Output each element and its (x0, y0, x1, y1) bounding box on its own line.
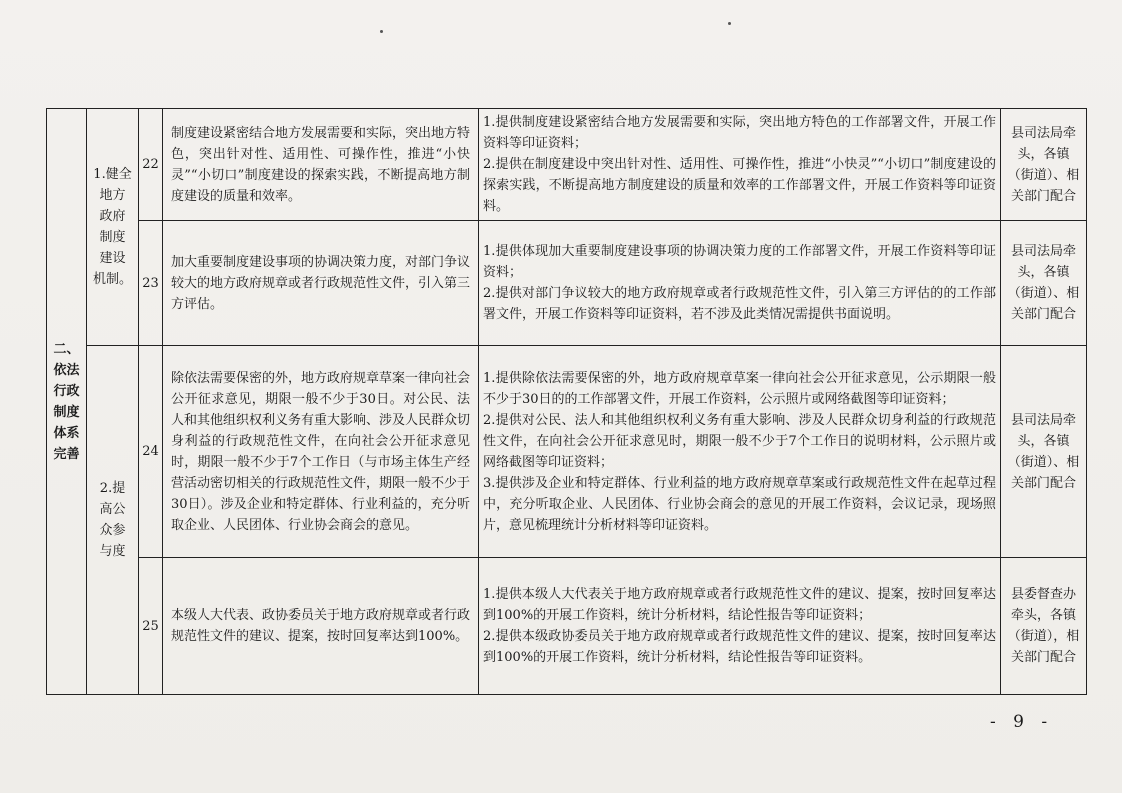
standard-text: 本级人大代表、政协委员关于地方政府规章或者行政规范性文件的建议、提案，按时回复率达到100%。 (171, 608, 471, 644)
scan-speck (728, 22, 731, 25)
standard-cell (163, 221, 479, 346)
responsible-text: 县司法局牵头，各镇（街道）、相关部门配合 (1007, 125, 1080, 204)
requirements-cell (479, 346, 1001, 558)
table-row (47, 558, 1087, 695)
item-number: 25 (139, 558, 163, 695)
item-number: 22 (139, 109, 163, 221)
standard-cell (163, 109, 479, 221)
page-number: - 9 - (990, 712, 1054, 732)
responsible-text: 县委督查办牵头，各镇（街道），相关部门配合 (1007, 587, 1080, 665)
requirements-cell (479, 221, 1001, 346)
standard-text: 制度建设紧密结合地方发展需要和实际，突出地方特色，突出针对性、适用性、可操作性，推进“小快灵”“小切口”制度建设的探索实践，不断提高地方制度建设的质量和效率。 (171, 125, 471, 204)
subcategory-label: 1.健全 地方 政府 制度 建设 机制。 (93, 167, 133, 287)
responsible-cell (1001, 109, 1087, 221)
standard-text: 除依法需要保密的外，地方政府规章草案一律向社会公开征求意见，期限一般不少于30日。对公民、法人和其他组织权利义务有重大影响、涉及人民群众切身利益的行政规范性文件，在向社会公开征求意见时，期限一般不少于7个工作日（与市场主体生产经营活动密切相关的行政规范性文件，期限一般不少于30日）。涉及企业和特定群体、行业利益的，充分听取企业、人民团体、行业协会商会的意见。 (171, 370, 471, 533)
table-row (47, 221, 1087, 346)
responsible-cell (1001, 346, 1087, 558)
responsible-text: 县司法局牵头，各镇（街道）、相关部门配合 (1007, 244, 1080, 322)
category-cell (47, 109, 87, 695)
category-label: 二、 依法 行政 制度 体系 完善 (53, 341, 80, 462)
item-number: 24 (139, 346, 163, 558)
responsible-cell (1001, 558, 1087, 695)
scan-speck (380, 30, 383, 33)
table-row (47, 346, 1087, 558)
item-number: 23 (139, 221, 163, 346)
requirements-text: 1.提供除依法需要保密的外，地方政府规章草案一律向社会公开征求意见，公示期限一般不少于30日的的工作部署文件，开展工作资料，公示照片或网络截图等印证资料； 2.提供对公民、法人和其他组织权利义务有重大影响、涉及人民群众切身利益的行政规范性文件，在向社会公开征求意见时，期限一般不少于7个工作日的说明材料，公示照片或网络截图等印证资料； 3.提供涉及企业和特定群体、行业利益的地方政府规章草案或行政规范性文件在起草过程中，充分听取企业、人民团体、行业协会商会的意见的开展工作资料，会议记录，现场照片，意见梳理统计分析材料等印证资料。 (483, 370, 996, 533)
requirements-text: 1.提供制度建设紧密结合地方发展需要和实际，突出地方特色的工作部署文件，开展工作资料等印证资料； 2.提供在制度建设中突出针对性、适用性、可操作性，推进“小快灵”“小切口”制度建设的探索实践，不断提高地方制度建设的质量和效率的工作部署文件，开展工作资料等印证资料。 (483, 115, 996, 214)
responsible-cell (1001, 221, 1087, 346)
table-row (47, 109, 1087, 221)
subcategory-cell (87, 346, 139, 695)
standard-cell (163, 558, 479, 695)
responsible-text: 县司法局牵头，各镇（街道）、相关部门配合 (1007, 412, 1080, 491)
standard-cell (163, 346, 479, 558)
subcategory-label: 2.提 高公 众参 与度 (99, 481, 126, 559)
requirements-cell (479, 109, 1001, 221)
subcategory-cell (87, 109, 139, 346)
standard-text: 加大重要制度建设事项的协调决策力度，对部门争议较大的地方政府规章或者行政规范性文件，引入第三方评估。 (171, 254, 471, 312)
requirements-text: 1.提供本级人大代表关于地方政府规章或者行政规范性文件的建议、提案，按时回复率达到100%的开展工作资料，统计分析材料，结论性报告等印证资料； 2.提供本级政协委员关于地方政府规章或者行政规范性文件的建议、提案，按时回复率达到100%的开展工作资料，统计分析材料，结论性报告等印证资料。 (483, 587, 996, 665)
requirements-text: 1.提供体现加大重要制度建设事项的协调决策力度的工作部署文件，开展工作资料等印证资料； 2.提供对部门争议较大的地方政府规章或者行政规范性文件，引入第三方评估的的工作部署文件，开展工作资料等印证资料，若不涉及此类情况需提供书面说明。 (483, 244, 996, 322)
requirements-cell (479, 558, 1001, 695)
evaluation-table (46, 108, 1087, 695)
